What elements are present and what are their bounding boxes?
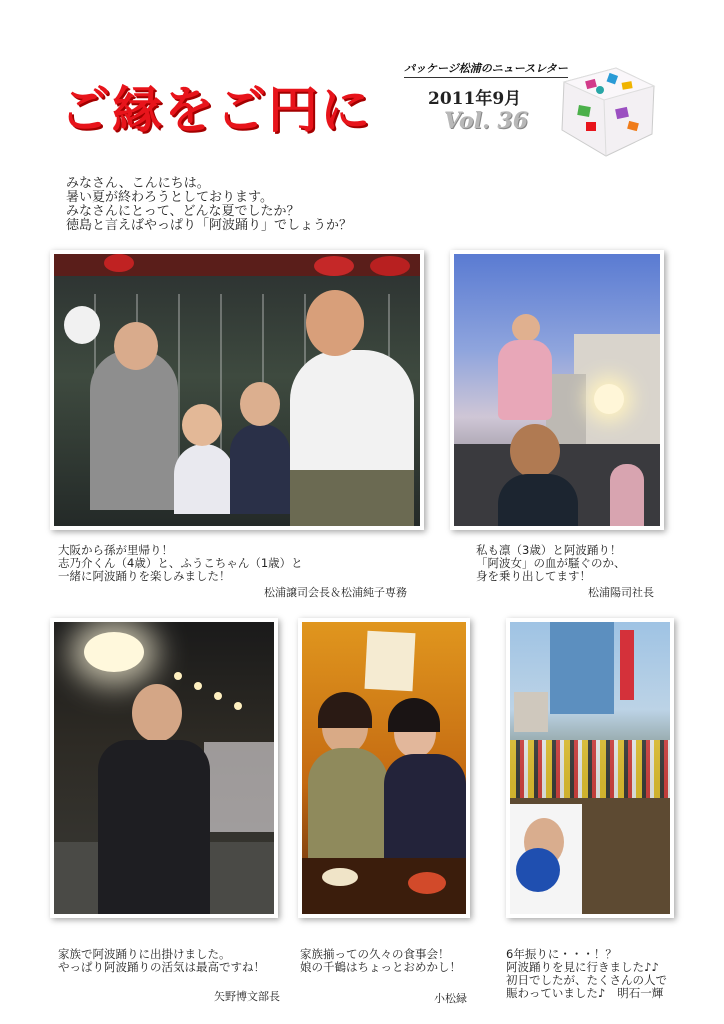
caption-photo2 <box>476 544 626 583</box>
photo-festival-crowd <box>506 618 674 918</box>
caption-line: 一緒に阿波踊りを楽しみました！ <box>58 569 231 583</box>
caption-line: 身を乗り出してます！ <box>476 569 591 583</box>
photo-festival-street <box>50 618 278 918</box>
caption-line <box>506 987 667 1000</box>
caption-line-text: 賑わっていました♪ <box>506 986 606 1000</box>
caption-line: 志乃介くん（4歳）と、ふうこちゃん（1歳）と <box>58 556 303 570</box>
signature-photo3: 矢野博文部長 <box>214 990 280 1003</box>
caption-photo1 <box>58 544 303 583</box>
intro-line: 徳島と言えばやっぱり「阿波踊り」でしょうか？ <box>66 218 353 233</box>
caption-line: 初日でしたが、たくさんの人で <box>506 973 667 987</box>
caption-line: 阿波踊りを見に行きました♪♪ <box>506 960 659 974</box>
caption-line: やっぱり阿波踊りの活気は最高ですね！ <box>58 960 265 974</box>
photo-family-dinner <box>298 618 470 918</box>
caption-line: 私も凛（3歳）と阿波踊り！ <box>476 543 622 557</box>
signature-photo5: 明石一輝 <box>617 986 664 1000</box>
caption-line: 大阪から孫が里帰り！ <box>58 543 173 557</box>
signature-photo1: 松浦譲司会長＆松浦純子専務 <box>264 586 407 599</box>
intro-line: 暑い夏が終わろうとしております。 <box>66 190 273 205</box>
intro-text <box>66 177 352 233</box>
caption-line: 6年振りに・・・！？ <box>506 947 617 961</box>
caption-photo4 <box>300 948 461 974</box>
caption-photo5 <box>506 948 667 1000</box>
caption-line: 家族で阿波踊りに出掛けました。 <box>58 947 231 961</box>
photo-president-daughter <box>450 250 664 530</box>
caption-line: 家族揃っての久々の食事会！ <box>300 947 450 961</box>
signature-photo4: 小松緑 <box>434 992 467 1005</box>
photo-family-grandchildren <box>50 250 424 530</box>
newsletter-title: ご縁をご円に <box>60 81 372 139</box>
intro-line: みなさんにとって、どんな夏でしたか？ <box>66 204 300 219</box>
issue-volume: Vol. 36 <box>444 108 529 134</box>
caption-photo3 <box>58 948 265 974</box>
package-cube-logo <box>556 60 660 160</box>
issue-date: 2011年9月 <box>428 89 522 109</box>
signature-photo2: 松浦陽司社長 <box>588 586 654 599</box>
caption-line: 娘の千鶴はちょっとおめかし！ <box>300 960 461 974</box>
caption-line: 「阿波女」の血が騒ぐのか、 <box>476 556 626 570</box>
intro-line: みなさん、こんにちは。 <box>66 176 210 191</box>
newsletter-subtitle: パッケージ松浦のニュースレター <box>404 60 568 78</box>
